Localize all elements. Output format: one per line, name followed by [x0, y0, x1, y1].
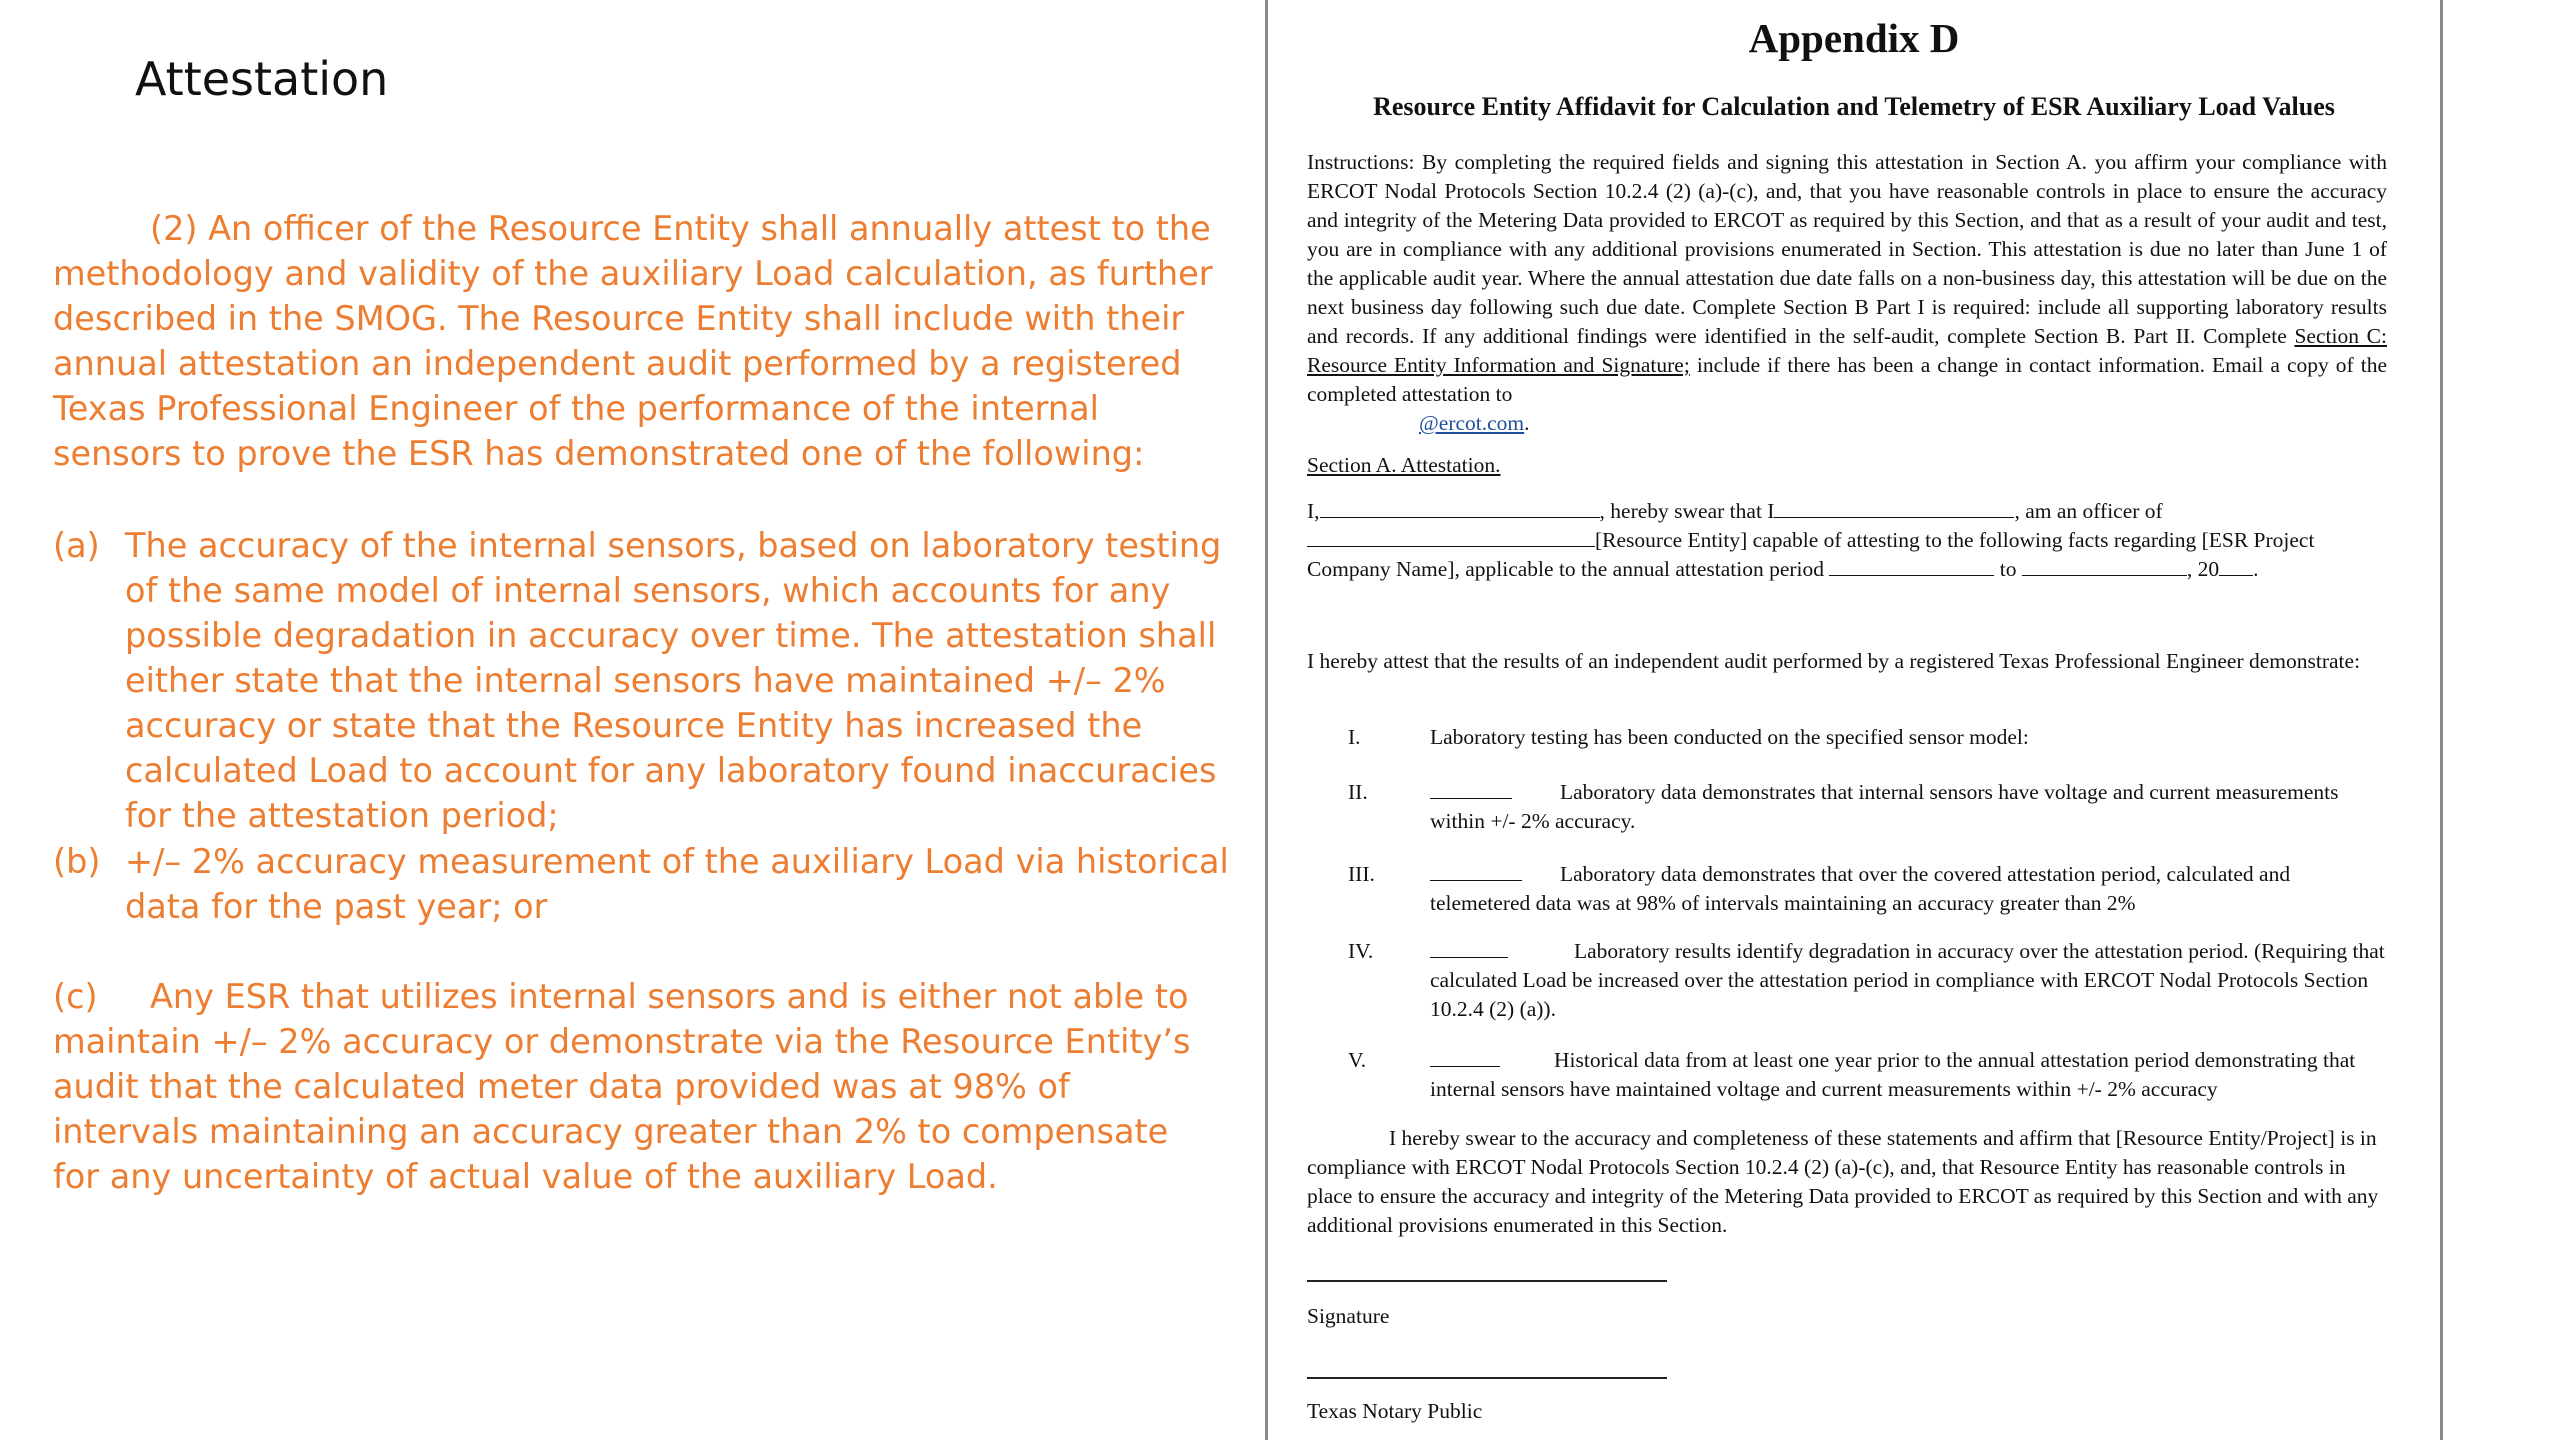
item-text: Any ESR that utilizes internal sensors and is either not able to maintain +/– 2% accuracy or demonstrate via the Resource Entity’s audit that the calculated meter data provided was at 98% of intervals maintaining an accuracy greater than 2% to compensate for any uncertainty of actual value of the auxiliary Load.	[53, 977, 1191, 1196]
check-field-2[interactable]	[1430, 798, 1512, 799]
roman-item-2	[1348, 778, 2388, 836]
signature-label: Signature	[1307, 1304, 1390, 1328]
list-item-a	[53, 523, 1233, 838]
intro-paragraph	[53, 206, 1213, 476]
signature-line[interactable]	[1307, 1280, 1667, 1282]
roman-item-5	[1348, 1046, 2388, 1104]
section-c-reference: Section C: Resource Entity Information and Signature;	[1307, 324, 2387, 377]
closing-statement: I hereby swear to the accuracy and completeness of these statements and affirm that [Resource Entity/Project] is in compliance with ERCOT Nodal Protocols Section 10.2.4 (2) (a)-(c), and, that Resource Entity has reasonable controls in place to ensure the accuracy and integrity of the Metering Data provided to ERCOT as required by this Section and with any additional provisions enumerated in this Section.	[1307, 1126, 2379, 1237]
officer-name-field[interactable]	[1320, 517, 1600, 518]
roman-text: Laboratory results identify degradation in accuracy over the attestation period. (Requiring that calculated Load be increased over the attestation period in compliance with ERCOT Nodal Protocols Section 10.2.4 (2) (a)).	[1430, 939, 2385, 1021]
instructions-tail: include if there has been a change in contact information. Email a copy of the completed attestation to	[1307, 353, 2388, 406]
slide-title: Attestation	[135, 52, 389, 106]
roman-text: Laboratory testing has been conducted on the specified sensor model:	[1430, 725, 2029, 749]
roman-numeral: III.	[1348, 862, 1375, 886]
check-field-4[interactable]	[1430, 957, 1508, 958]
instructions-text: Instructions: By completing the required fields and signing this attestation in Section A. you affirm your compliance with ERCOT Nodal Protocols Section 10.2.4 (2) (a)-(c), and, that you have reasonable controls in place to ensure the accuracy and integrity of the Metering Data provided to ERCOT as required by this Section, and that as a result of your audit and test, you are in compliance with any additional provisions enumerated in Section. This attestation is due no later than June 1 of the applicable audit year. Where the annual attestation due date falls on a non-business day, this attestation will be due on the next business day following such due date. Complete Section B Part I is required: include all supporting laboratory results and records. If any additional findings were identified in the self-audit, complete Section B. Part II. Complete	[1307, 150, 2387, 348]
notary-line[interactable]	[1307, 1377, 1667, 1379]
item-label: (a)	[53, 526, 100, 565]
instructions-paragraph: Instructions: By completing the required fields and signing this attestation in Section A. you affirm your compliance with ERCOT Nodal Protocols Section 10.2.4 (2) (a)-(c), and, that you have reasonable controls in place to ensure the accuracy and integrity of the Metering Data provided to ERCOT as required by this Section, and that as a result of your audit and test, you are in compliance with any additional provisions enumerated in Section. This attestation is due no later than June 1 of the applicable audit year. Where the annual attestation due date falls on a non-business day, this attestation will be due on the next business day following such due date. Complete Section B Part I is required: include all supporting laboratory results and records. If any additional findings were identified in the self-audit, complete Section B. Part II. Complete Section C: Resource Entity Information and Signature; include if there has been a change in contact information. Email a copy of the completed attestation to @ercot.com.	[1307, 150, 2388, 435]
resource-entity-field[interactable]	[1307, 546, 1595, 547]
document-subtitle: Resource Entity Affidavit for Calculation and Telemetry of ESR Auxiliary Load Values	[1373, 92, 2335, 121]
document-title: Appendix D	[1748, 15, 1960, 61]
document-page	[1268, 0, 2440, 1440]
item-label: (b)	[53, 842, 101, 881]
email-link[interactable]: @ercot.com	[1419, 411, 1525, 435]
item-text: The accuracy of the internal sensors, based on laboratory testing of the same model of internal sensors, which accounts for any possible degradation in accuracy over time. The attestation shall either state that the internal sensors have maintained +/– 2% accuracy or state that the Resource Entity has increased the calculated Load to account for any laboratory found inaccuracies for the attestation period;	[125, 526, 1222, 835]
year-field[interactable]	[2219, 575, 2253, 576]
roman-numeral: V.	[1348, 1048, 1367, 1072]
period-start-field[interactable]	[1829, 575, 1994, 576]
roman-text: Laboratory data demonstrates that over the covered attestation period, calculated and telemetered data was at 98% of intervals maintaining an accuracy greater than 2%	[1430, 862, 2291, 915]
roman-item-3	[1348, 860, 2388, 918]
attest-statement: I hereby attest that the results of an independent audit performed by a registered Texas Professional Engineer demonstrate:	[1307, 649, 2361, 673]
list-item-b	[53, 839, 1233, 929]
check-field-3[interactable]	[1430, 880, 1522, 881]
period-end-field[interactable]	[2022, 575, 2187, 576]
roman-numeral: IV.	[1348, 939, 1374, 963]
item-text: +/– 2% accuracy measurement of the auxiliary Load via historical data for the past year; or	[125, 842, 1229, 926]
intro-text: (2) An officer of the Resource Entity shall annually attest to the methodology and validity of the auxiliary Load calculation, as further described in the SMOG. The Resource Entity shall include with their annual attestation an independent audit performed by a registered Texas Professional Engineer of the performance of the internal sensors to prove the ESR has demonstrated one of the following:	[53, 209, 1213, 473]
roman-text: Laboratory data demonstrates that internal sensors have voltage and current measurements within +/- 2% accuracy.	[1430, 780, 2339, 833]
roman-numeral: I.	[1348, 725, 1361, 749]
roman-text: Historical data from at least one year prior to the annual attestation period demonstrating that internal sensors have maintained voltage and current measurements within +/- 2% accuracy	[1430, 1048, 2356, 1101]
list-item-c	[53, 974, 1213, 1199]
officer-title-field[interactable]	[1774, 517, 2014, 518]
check-field-5[interactable]	[1430, 1066, 1500, 1067]
roman-item-1	[1348, 723, 2388, 752]
item-label: (c)	[53, 977, 98, 1016]
swear-statement: I, , hereby swear that I , am an officer of [Resource Entity] capable of attesting to the following facts regarding [ESR Project Company Name], applicable to the annual attestation period to , 20 .	[1307, 499, 2315, 581]
notary-label: Texas Notary Public	[1307, 1399, 1483, 1423]
section-a-heading: Section A. Attestation.	[1307, 453, 1501, 477]
roman-numeral: II.	[1348, 780, 1368, 804]
roman-item-4	[1348, 937, 2388, 1024]
document-border-right	[2440, 0, 2443, 1440]
slide-panel	[0, 0, 1250, 1440]
